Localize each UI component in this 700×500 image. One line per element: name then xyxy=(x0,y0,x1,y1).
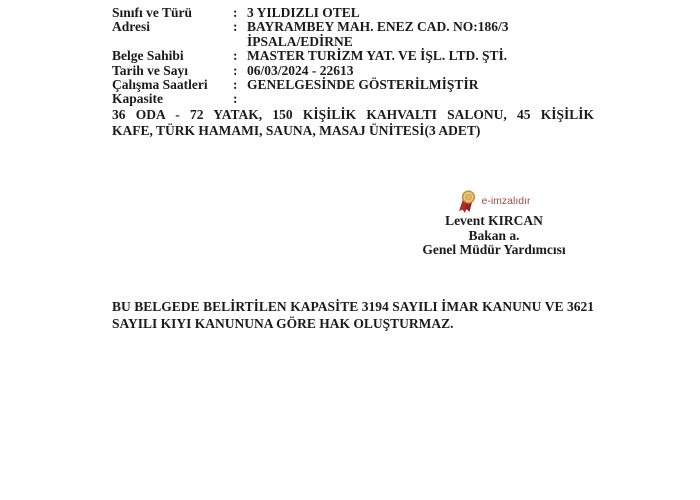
field-row-working-hours xyxy=(112,78,596,92)
signatory-title-2: Genel Müdür Yardımcısı xyxy=(422,242,566,258)
rosette-seal-icon xyxy=(457,190,477,215)
field-colon: : xyxy=(233,62,238,78)
field-label: Kapasite xyxy=(112,91,164,107)
capacity-paragraph xyxy=(112,107,594,138)
field-label: Tarih ve Sayı xyxy=(112,62,189,78)
field-value: MASTER TURİZM YAT. VE İŞL. LTD. ŞTİ. xyxy=(247,48,508,64)
field-row-date-number xyxy=(112,64,596,78)
field-label: Çalışma Saatleri xyxy=(112,77,208,93)
esign-label: e-imzalıdır xyxy=(481,194,531,207)
field-label: Sınıfı ve Türü xyxy=(112,5,193,20)
capacity-line-1: 36 ODA - 72 YATAK, 150 KİŞİLİK KAHVALTI SALONU, 45 KİŞİLİK xyxy=(112,107,594,122)
disclaimer-line-2: SAYILI KIYI KANUNUNA GÖRE HAK OLUŞTURMAZ. xyxy=(112,315,454,331)
signature-block xyxy=(374,189,614,258)
field-row-certificate-holder xyxy=(112,49,596,63)
field-row-capacity xyxy=(112,92,596,106)
address-line-1: BAYRAMBEY MAH. ENEZ CAD. NO:186/3 xyxy=(247,19,509,35)
esignature-row xyxy=(374,189,614,213)
capacity-line-2: KAFE, TÜRK HAMAMI, SAUNA, MASAJ ÜNİTESİ(3 ADET) xyxy=(112,122,481,138)
disclaimer-paragraph xyxy=(112,299,594,332)
field-colon: : xyxy=(233,91,238,107)
field-value: 3 YILDIZLI OTEL xyxy=(247,5,360,20)
signatory-title-1: Bakan a. xyxy=(468,227,520,243)
field-label: Adresi xyxy=(112,19,151,35)
fields-table xyxy=(112,6,596,107)
field-colon: : xyxy=(233,5,238,20)
field-value: GENELGESİNDE GÖSTERİLMİŞTİR xyxy=(247,77,479,93)
field-value xyxy=(247,20,596,49)
disclaimer-line-1: BU BELGEDE BELİRTİLEN KAPASİTE 3194 SAYILI İMAR KANUNU VE 3621 xyxy=(112,299,594,314)
field-colon: : xyxy=(233,19,238,35)
field-colon: : xyxy=(233,77,238,93)
field-row-address xyxy=(112,20,596,49)
field-colon: : xyxy=(233,48,238,64)
address-line-2: İPSALA/EDİRNE xyxy=(247,33,353,49)
field-value: 06/03/2024 - 22613 xyxy=(247,62,354,78)
field-row-class-type xyxy=(112,6,596,20)
signatory-name: Levent KIRCAN xyxy=(445,213,543,228)
field-label: Belge Sahibi xyxy=(112,48,184,64)
